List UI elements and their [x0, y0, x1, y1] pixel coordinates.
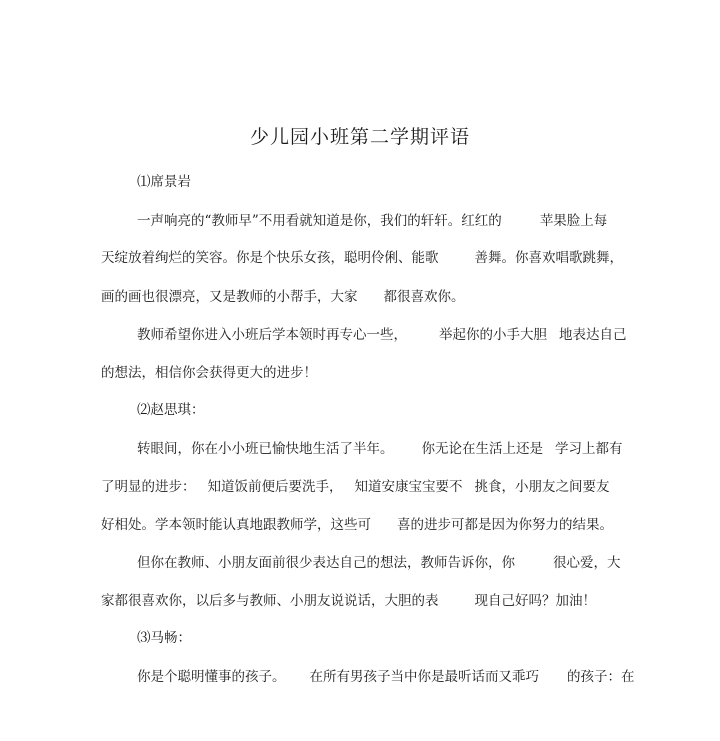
text-line: 画的画也很漂亮，又是教师的小帮手，大家 都很喜欢你。 — [101, 289, 465, 305]
text-line: 一声响亮的“教师早”不用看就知道是你，我们的轩轩。红红的 苹果脸上每 — [137, 213, 608, 229]
text-line: 的想法，相信你会获得更大的进步！ — [101, 365, 317, 381]
text-line: 了明显的进步： 知道饭前便后要洗手， 知道安康宝宝要不 挑食，小朋友之间要友 — [101, 479, 610, 495]
text-line: 教师希望你进入小班后学本领时再专心一些， 举起你的小手大胆 地表达自己 — [137, 327, 627, 343]
page-title: 少儿园小班第二学期评语 — [249, 126, 470, 148]
section-heading: ⑴席景岩 — [137, 174, 191, 190]
text-line: 好相处。学本领时能认真地跟教师学，这些可 喜的进步可都是因为你努力的结果。 — [101, 517, 613, 533]
text-line: 你是个聪明懂事的孩子。 在所有男孩子当中你是最听话而又乖巧 的孩子：在 — [137, 669, 635, 685]
text-line: 但你在教师、小朋友面前很少表达自己的想法，教师告诉你，你 很心爱，大 — [137, 555, 621, 571]
text-line: 转眼间，你在小小班已愉快地生活了半年。 你无论在生活上还是 学习上都有 — [137, 441, 623, 457]
text-line: 天绽放着绚烂的笑容。你是个快乐女孩，聪明伶俐、能歌 善舞。你喜欢唱歌跳舞， — [101, 250, 623, 266]
text-line: 家都很喜欢你，以后多与教师、小朋友说说话，大胆的表 现自己好吗？加油！ — [101, 593, 596, 609]
section-heading: ⑶马畅： — [137, 630, 191, 646]
section-heading: ⑵赵思琪： — [137, 402, 205, 418]
